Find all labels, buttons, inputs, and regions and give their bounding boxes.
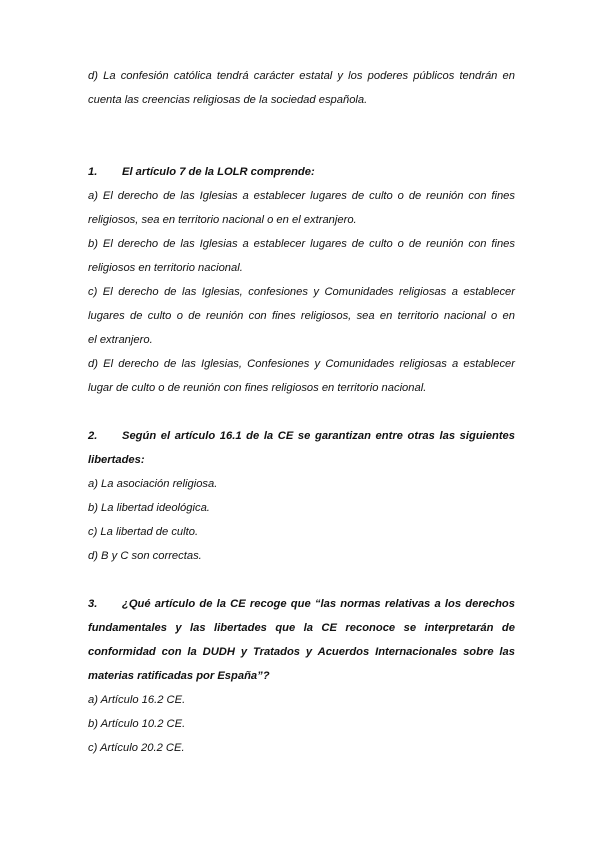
- question-1-option-line: el extranjero.: [88, 334, 153, 346]
- question-1-heading: [88, 160, 515, 184]
- question-1-option-line: a) El derecho de las Iglesias a establecer lugares de culto o de reunión con fines: [88, 190, 515, 202]
- question-2-option: b) La libertad ideológica.: [88, 502, 210, 514]
- question-2-option: c) La libertad de culto.: [88, 526, 199, 538]
- question-text: ¿Qué artículo de la CE recoge que “las normas relativas a los derechos: [122, 598, 515, 610]
- intro-line: cuenta las creencias religiosas de la sociedad española.: [88, 94, 368, 106]
- spacer: [88, 568, 515, 592]
- question-text: Según el artículo 16.1 de la CE se garantizan entre otras las siguientes: [122, 430, 515, 442]
- document-page: [88, 64, 515, 760]
- question-1-option-line: c) El derecho de las Iglesias, confesiones y Comunidades religiosas a establecer: [88, 286, 515, 298]
- question-1-option-line: lugares de culto o de reunión con fines religiosos, sea en territorio nacional o en: [88, 310, 515, 322]
- question-number: 3.: [88, 598, 98, 610]
- question-1-option-line: religiosos en territorio nacional.: [88, 262, 243, 274]
- question-3-text: materias ratificadas por España”?: [88, 670, 270, 682]
- question-1-option-line: lugar de culto o de reunión con fines religiosos en territorio nacional.: [88, 382, 427, 394]
- question-number: 2.: [88, 430, 98, 442]
- spacer: [88, 112, 515, 160]
- question-3-text: conformidad con la DUDH y Tratados y Acuerdos Internacionales sobre las: [88, 646, 515, 658]
- question-1-option-line: d) El derecho de las Iglesias, Confesiones y Comunidades religiosas a establecer: [88, 358, 515, 370]
- question-3-option: a) Artículo 16.2 CE.: [88, 694, 186, 706]
- question-1-option-line: b) El derecho de las Iglesias a establecer lugares de culto o de reunión con fines: [88, 238, 515, 250]
- question-3-heading: [88, 592, 515, 616]
- question-number: 1.: [88, 166, 98, 178]
- question-3-option: b) Artículo 10.2 CE.: [88, 718, 186, 730]
- question-1-option-line: religiosos, sea en territorio nacional o en el extranjero.: [88, 214, 357, 226]
- question-2-text: libertades:: [88, 454, 145, 466]
- question-text: El artículo 7 de la LOLR comprende:: [122, 166, 315, 178]
- question-3-text: fundamentales y las libertades que la CE reconoce se interpretarán de: [88, 622, 515, 634]
- question-3-option: c) Artículo 20.2 CE.: [88, 742, 185, 754]
- question-2-heading: [88, 424, 515, 448]
- spacer: [88, 400, 515, 424]
- question-2-option: d) B y C son correctas.: [88, 550, 202, 562]
- question-2-option: a) La asociación religiosa.: [88, 478, 218, 490]
- intro-line: d) La confesión católica tendrá carácter estatal y los poderes públicos tendrán en: [88, 70, 515, 82]
